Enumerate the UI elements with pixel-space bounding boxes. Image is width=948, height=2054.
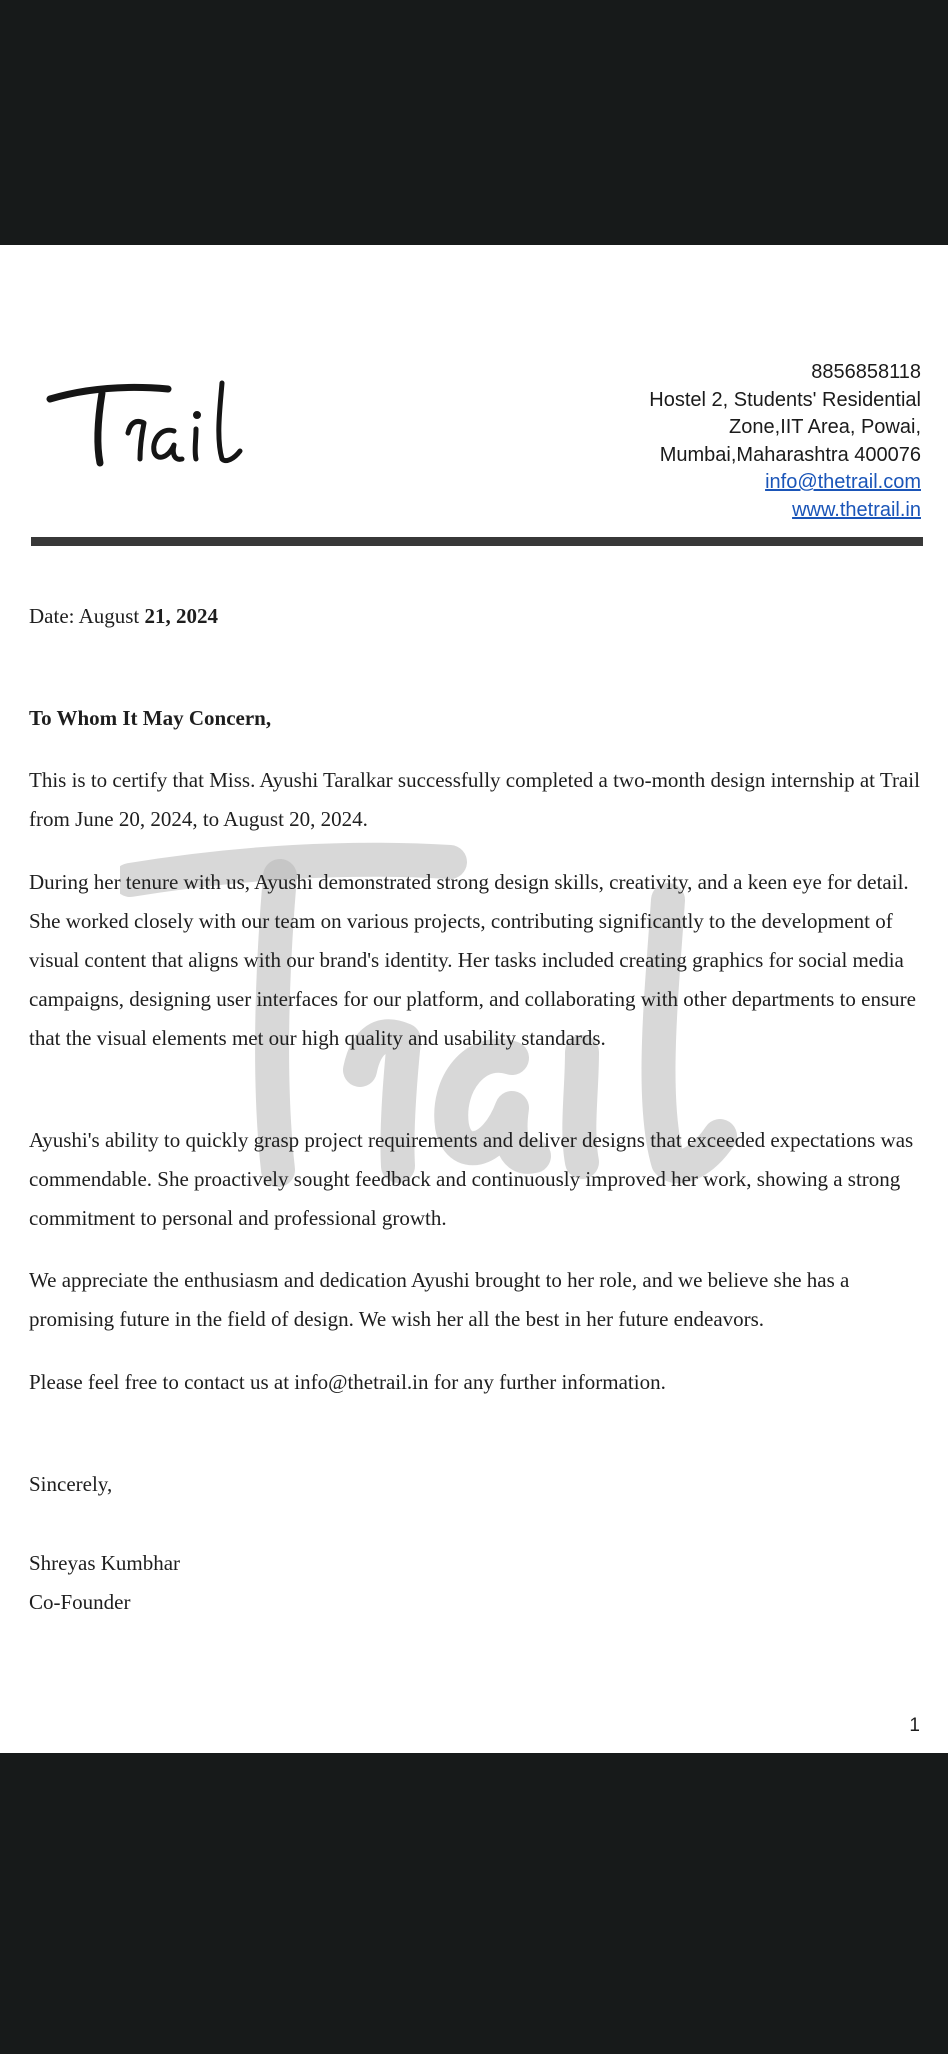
paragraph-1: This is to certify that Miss. Ayushi Taralkar successfully completed a two-month design internship at Trail from June 20, 2024, to August 20, 2024. xyxy=(29,768,920,831)
closing: Sincerely, xyxy=(29,1472,113,1496)
paragraph-3: Ayushi's ability to quickly grasp project requirements and deliver designs that exceeded expectations was commendable. She proactively sought feedback and continuously improved her work, showing a strong commitment to personal and professional growth. xyxy=(29,1128,914,1230)
date-label: Date: August xyxy=(29,604,140,628)
paragraph-5: Please feel free to contact us at info@thetrail.in for any further information. xyxy=(29,1370,666,1394)
address-line-1: Hostel 2, Students' Residential xyxy=(649,388,921,411)
trail-logo xyxy=(44,363,264,473)
signer-name: Shreyas Kumbhar xyxy=(29,1551,181,1575)
salutation: To Whom It May Concern, xyxy=(29,706,272,730)
paragraph-2: During her tenure with us, Ayushi demonstrated strong design skills, creativity, and a keen eye for detail. She worked closely with our team on various projects, contributing significantly to the development of visual content that aligns with our brand's identity. Her tasks included creating graphics for social media campaigns, designing user interfaces for our platform, and collaborating with other departments to ensure that the visual elements met our high quality and usability standards. xyxy=(29,870,916,1050)
signer-title: Co-Founder xyxy=(29,1590,131,1614)
paragraph-4: We appreciate the enthusiasm and dedication Ayushi brought to her role, and we believe she has a promising future in the field of design. We wish her all the best in her future endeavors. xyxy=(29,1268,850,1331)
website-link[interactable]: www.thetrail.in xyxy=(792,498,921,521)
email-link[interactable]: info@thetrail.com xyxy=(765,471,921,494)
phone-number: 8856858118 xyxy=(811,361,921,383)
header-divider xyxy=(31,537,923,546)
address-line-3: Mumbai,Maharashtra 400076 xyxy=(659,443,921,466)
page-number: 1 xyxy=(909,1715,920,1736)
letter-page xyxy=(0,245,948,1753)
date-value: 21, 2024 xyxy=(144,604,218,628)
contact-block xyxy=(649,359,921,525)
date-line xyxy=(29,597,925,636)
address-line-2: Zone,IIT Area, Powai, xyxy=(729,416,921,439)
